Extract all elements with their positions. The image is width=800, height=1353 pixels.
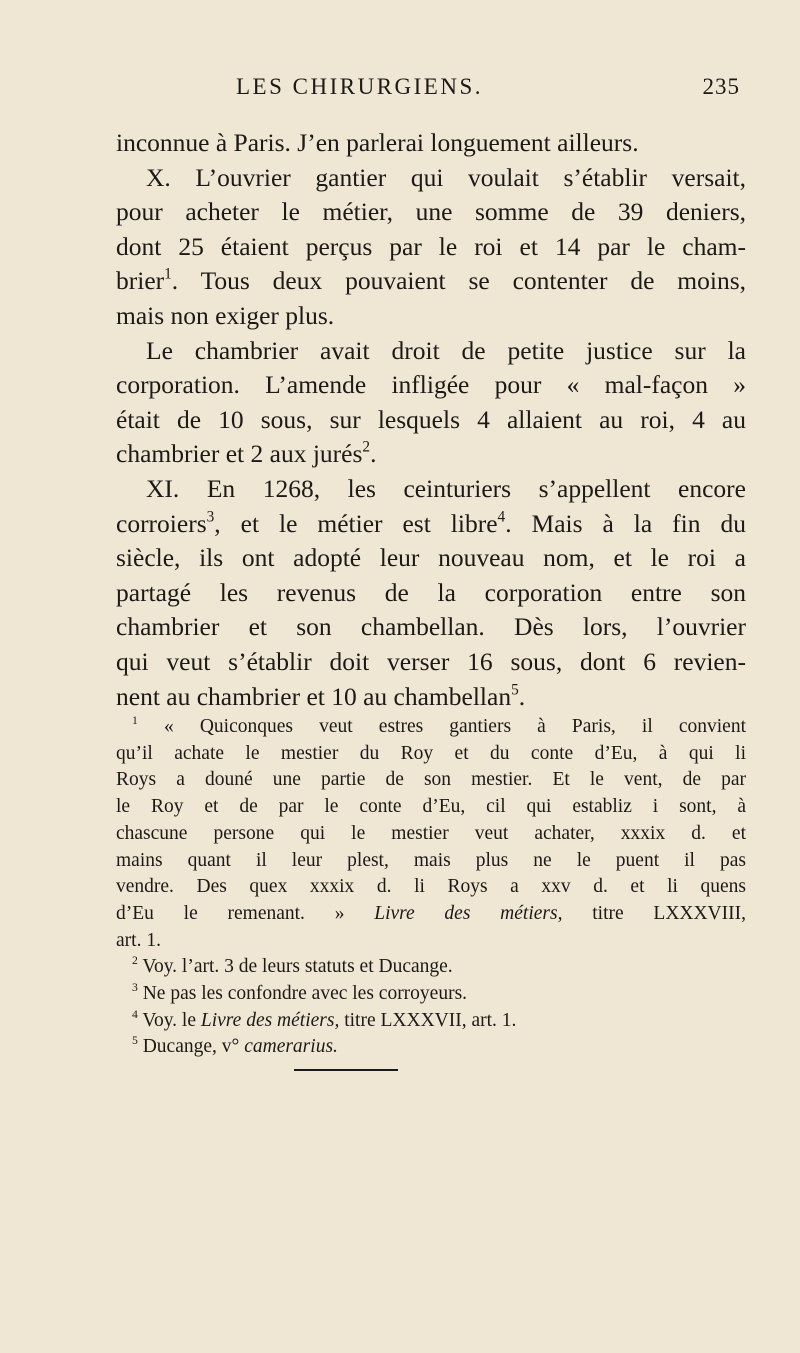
text-line — [116, 437, 746, 472]
footnote-number: 3 — [132, 980, 138, 994]
text-run: titre LXXXVII, art. 1. — [344, 1009, 517, 1031]
footnote-number: 5 — [132, 1034, 138, 1048]
footnote-number: 2 — [132, 954, 138, 968]
text-run: « Quiconques veut estres gantiers à Paris, il convient — [163, 716, 747, 737]
text-run: Ducange, v° — [142, 1036, 240, 1058]
footnote-line: art. 1. — [116, 929, 161, 951]
text-run: . Mais à la fin du — [505, 508, 746, 538]
text-line: X. L’ouvrier gantier qui voulait s’établir versait, — [146, 162, 746, 192]
text-run: d’Eu le remenant. » — [116, 902, 345, 924]
text-line: inconnue à Paris. J’en parlerai longuement ailleurs. — [116, 128, 639, 157]
text-run: , et le métier est libre — [214, 508, 498, 538]
footnote-line: vendre. Des quex xxxix d. li Roys a xxv d. et li quens — [116, 876, 746, 898]
footnote-ref: 5 — [511, 680, 519, 698]
footnote-line: Roys a douné une partie de son mestier. Et le vent, de par — [116, 769, 746, 791]
text-line — [116, 507, 746, 542]
latin-term: camerarius. — [244, 1036, 338, 1058]
main-text — [116, 126, 746, 714]
footnote-number: 1 — [132, 713, 138, 727]
footnote-ref: 4 — [497, 507, 506, 525]
text-run: . — [518, 681, 526, 711]
running-head — [116, 74, 744, 114]
text-line — [116, 264, 746, 299]
text-run: Ne pas les confondre avec les corroyeurs. — [142, 983, 468, 1005]
footnote-line — [116, 714, 746, 741]
text-line: Le chambrier avait droit de petite justice sur la — [146, 335, 746, 365]
text-line: corporation. L’amende infligée pour « mal-façon » — [116, 370, 746, 400]
footnote-ref: 1 — [164, 265, 172, 283]
book-title: Livre des métiers, — [374, 902, 563, 924]
text-line: mais non exiger plus. — [116, 300, 335, 330]
footnote-line: chascune persone qui le mestier veut achater, xxxix d. et — [116, 822, 746, 844]
text-run: corroiers — [116, 508, 207, 538]
footnote-ref: 3 — [206, 507, 215, 525]
text-line: pour acheter le métier, une somme de 39 deniers, — [116, 197, 746, 227]
text-run: chambrier et 2 aux jurés — [116, 439, 363, 469]
text-line: partagé les revenus de la corporation entre son — [116, 577, 746, 607]
text-line: chambrier et son chambellan. Dès lors, l’ouvrier — [116, 612, 746, 642]
text-line: dont 25 étaient perçus par le roi et 14 par le cham- — [116, 231, 746, 261]
footnote-line — [116, 1008, 746, 1035]
text-line: qui veut s’établir doit verser 16 sous, dont 6 revien- — [116, 646, 746, 676]
text-line: siècle, ils ont adopté leur nouveau nom, et le roi a — [116, 543, 746, 573]
book-title: Livre des métiers, — [200, 1009, 340, 1031]
text-run: Voy. l’art. 3 de leurs statuts et Ducange. — [142, 956, 453, 978]
text-run: titre LXXXVIII, — [592, 902, 746, 924]
footnotes — [116, 714, 746, 1061]
footnote-line — [116, 1034, 746, 1061]
text-line: était de 10 sous, sur lesquels 4 allaient au roi, 4 au — [116, 404, 746, 434]
closing-rule — [294, 1069, 398, 1071]
footnote-line: mains quant il leur plest, mais plus ne le puent il pas — [116, 849, 746, 871]
footnote-line — [116, 981, 746, 1008]
text-run: . — [370, 439, 377, 469]
running-title: LES CHIRURGIENS. — [236, 74, 484, 99]
footnote-line: qu’il achate le mestier du Roy et du conte d’Eu, à qui li — [116, 742, 746, 764]
text-run: brier — [116, 266, 165, 296]
text-line: XI. En 1268, les ceinturiers s’appellent encore — [146, 473, 746, 503]
text-run: nent au chambrier et 10 au chambellan — [116, 681, 512, 711]
footnote-ref: 2 — [362, 438, 371, 456]
page-number: 235 — [702, 74, 740, 99]
footnote-number: 4 — [132, 1007, 138, 1021]
footnote-line: le Roy et de par le conte d’Eu, cil qui establiz i sont, à — [116, 796, 746, 818]
text-run: . Tous deux pouvaient se contenter de moins, — [171, 266, 746, 296]
footnote-line — [116, 954, 746, 981]
text-line — [116, 680, 746, 715]
footnote-line — [116, 901, 746, 928]
text-run: Voy. le — [142, 1009, 196, 1031]
